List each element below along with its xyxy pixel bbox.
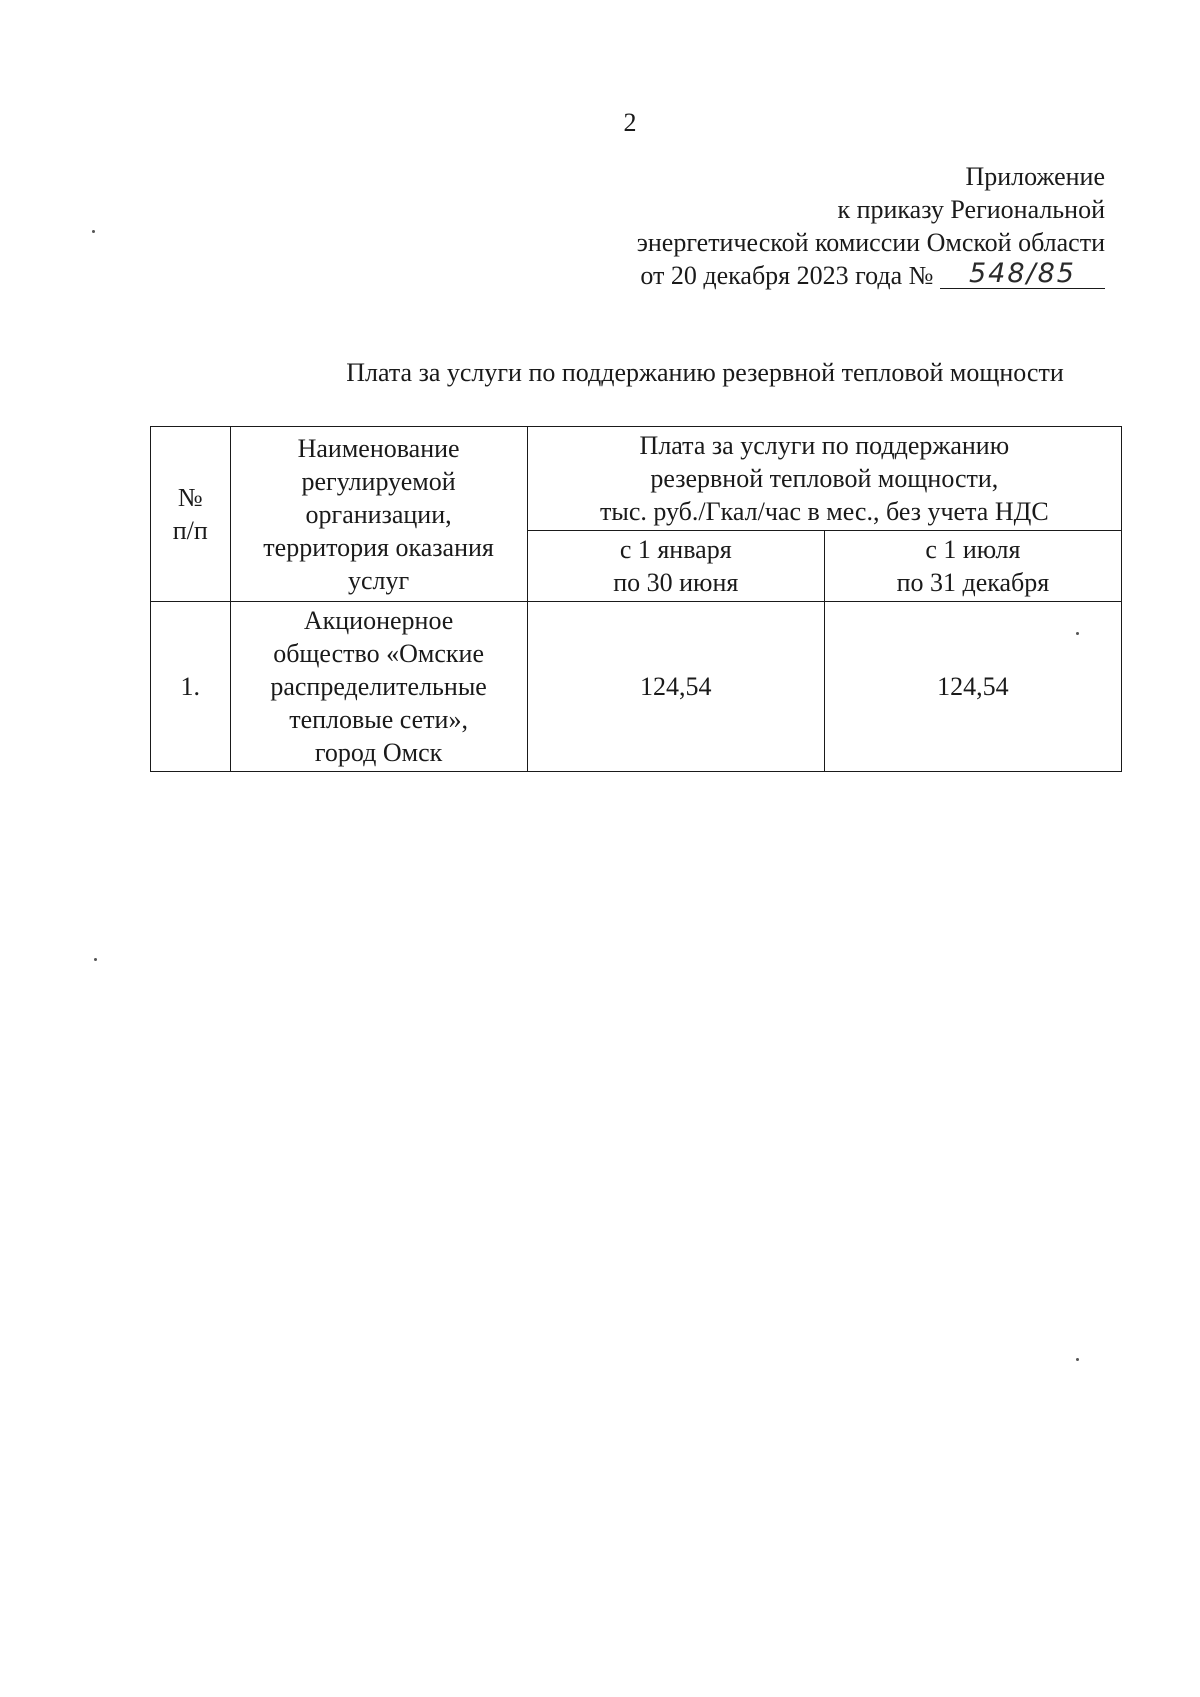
- header-org-line: регулируемой: [301, 466, 456, 496]
- row-value-period1: 124,54: [527, 602, 824, 772]
- header-fee-cell: [527, 427, 1121, 531]
- table-header-row: [151, 427, 1122, 531]
- appendix-commission-name: энергетической комиссии Омской области: [636, 228, 1105, 257]
- fees-table: [150, 426, 1122, 772]
- appendix-date: от 20 декабря 2023 года №: [640, 261, 934, 290]
- page-number: 2: [623, 108, 637, 137]
- header-num-abbr: п/п: [172, 516, 208, 545]
- row-num: 1.: [151, 602, 231, 772]
- scan-speck: [94, 958, 97, 961]
- row-organization: [230, 602, 527, 772]
- header-fee-line: Плата за услуги по поддержанию: [639, 431, 1010, 460]
- header-period1-cell: [527, 531, 824, 602]
- header-num-symbol: №: [177, 483, 203, 512]
- header-fee-line: резервной тепловой мощности,: [650, 464, 999, 493]
- table-row: [151, 602, 1122, 772]
- appendix-order-reference: к приказу Региональной: [837, 195, 1105, 224]
- header-period2-cell: [824, 531, 1121, 602]
- period1-start: с 1 января: [619, 535, 732, 564]
- header-org-cell: [230, 427, 527, 602]
- header-org-line: услуг: [348, 565, 410, 595]
- org-name-line: общество «Омские: [273, 639, 484, 668]
- header-org-line: Наименование: [297, 433, 460, 463]
- appendix-header: [637, 160, 1105, 292]
- org-name-line: тепловые сети»,: [289, 705, 468, 734]
- header-org-line: организации,: [305, 499, 452, 529]
- scan-speck: [1076, 632, 1079, 635]
- header-num-cell: [151, 427, 231, 602]
- header-fee-unit: тыс. руб./Гкал/час в мес., без учета НДС: [599, 497, 1049, 526]
- org-name-line: Акционерное: [303, 606, 454, 635]
- header-org-line: территория оказания: [263, 532, 494, 562]
- scan-speck: [92, 230, 95, 233]
- period2-end: по 31 декабря: [896, 568, 1050, 597]
- row-value-period2: 124,54: [824, 602, 1121, 772]
- scan-speck: [1076, 1358, 1079, 1361]
- org-territory: город Омск: [314, 738, 443, 767]
- appendix-date-line: [637, 259, 1105, 292]
- period2-start: с 1 июля: [925, 535, 1021, 564]
- org-name-line: распределительные: [270, 672, 487, 701]
- order-number-handwritten: 548/85: [940, 260, 1105, 289]
- period1-end: по 30 июня: [613, 568, 739, 597]
- document-title: Плата за услуги по поддержанию резервной тепловой мощности: [346, 358, 1064, 387]
- appendix-label: Приложение: [965, 162, 1105, 191]
